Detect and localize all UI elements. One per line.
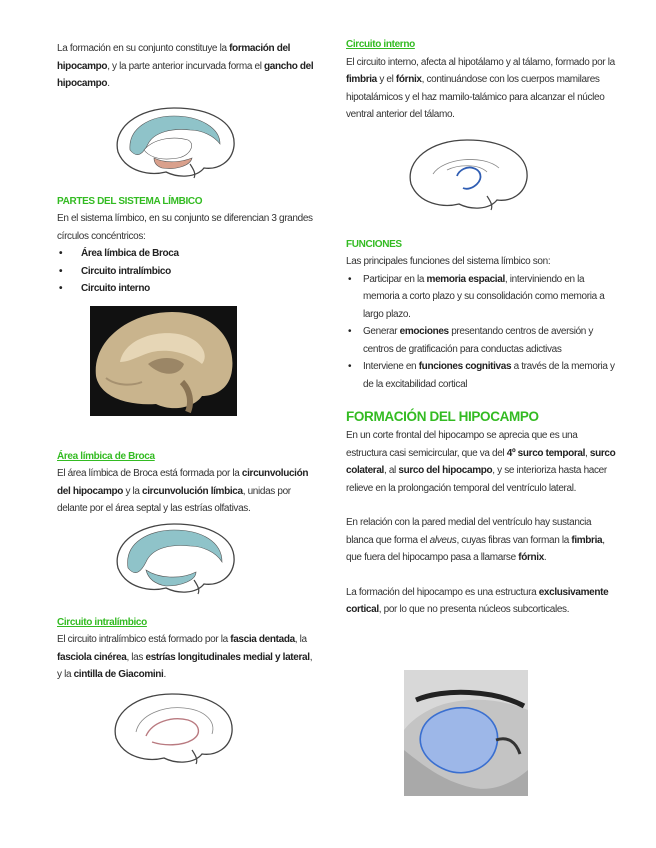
brain-sagittal-illustration bbox=[90, 306, 237, 416]
funciones-heading: FUNCIONES bbox=[346, 238, 402, 250]
funciones-list bbox=[346, 271, 616, 394]
brain-diagram-hippocampal-formation bbox=[110, 104, 240, 180]
intro-paragraph: La formación en su conjunto constituye la formación del hipocampo, y la parte anterior incurvada forma el gancho del hipocampo. bbox=[57, 43, 314, 89]
formacion-paragraph-2: En relación con la pared medial del ventrículo hay sustancia blanca que forma el alveus, cuyas fibras van forman la fimbria, que fuera del hipocampo pasa a llamarse fórnix. bbox=[346, 517, 605, 563]
intralimbico-paragraph: El circuito intralímbico está formado por la fascia dentada, la fasciola cinérea, las estrías longitudinales medial y lateral, y la cintilla de Giacomini. bbox=[57, 634, 313, 680]
list-item: • Circuito intralímbico bbox=[57, 263, 319, 281]
hippocampus-coronal-illustration bbox=[404, 670, 528, 796]
list-item: • Circuito interno bbox=[57, 280, 319, 298]
funciones-intro: Las principales funciones del sistema límbico son: bbox=[346, 256, 551, 267]
partes-heading: PARTES DEL SISTEMA LÍMBICO bbox=[57, 195, 203, 207]
list-item: • Área límbica de Broca bbox=[57, 245, 319, 263]
formacion-heading: FORMACIÓN DEL HIPOCAMPO bbox=[346, 409, 539, 424]
brain-diagram-circuito-interno bbox=[403, 136, 533, 212]
formacion-paragraph-3: La formación del hipocampo es una estructura exclusivamente cortical, por lo que no presenta núcleos subcorticales. bbox=[346, 586, 609, 615]
brain-diagram-circuito-intralimbico bbox=[108, 690, 238, 766]
list-item: • Participar en la memoria espacial, interviniendo en la memoria a corto plazo y su consolidación como memoria a largo plazo. bbox=[346, 271, 616, 324]
interno-paragraph: El circuito interno, afecta al hipotálamo y al tálamo, formado por la fimbria y el fórnix, continuándose con los cuerpos mamilares hipotalámicos y el haz mamilo-talámico para alcanzar el núcleo ventral anterior del tálamo. bbox=[346, 56, 615, 120]
broca-paragraph: El área límbica de Broca está formada por la circunvolución del hipocampo y la circunvolución límbica, unidas por delante por el área septal y las estrías olfativas. bbox=[57, 468, 309, 514]
interno-heading: Circuito interno bbox=[346, 39, 415, 50]
list-item: • Interviene en funciones cognitivas a través de la memoria y de la excitabilidad cortical bbox=[346, 358, 616, 393]
partes-text: En el sistema límbico, en su conjunto se diferencian 3 grandes círculos concéntricos: bbox=[57, 213, 313, 242]
broca-heading: Área límbica de Broca bbox=[57, 450, 155, 462]
brain-sagittal-photo bbox=[90, 306, 237, 416]
formacion-paragraph-1: En un corte frontal del hipocampo se aprecia que es una estructura casi semicircular, que va del 4º surco temporal, surco colateral, al surco del hipocampo, y se interioriza hasta hacer relieve en la prolongación temporal del ventrículo lateral. bbox=[346, 430, 616, 494]
list-item: • Generar emociones presentando centros de aversión y centros de gratificación para conductas adictivas bbox=[346, 323, 616, 358]
right-column bbox=[346, 36, 616, 619]
partes-list bbox=[57, 245, 319, 298]
intralimbico-heading: Circuito intralímbico bbox=[57, 616, 147, 628]
brain-diagram-area-limbica-broca bbox=[110, 520, 240, 596]
hippocampus-coronal-photo bbox=[404, 670, 528, 796]
